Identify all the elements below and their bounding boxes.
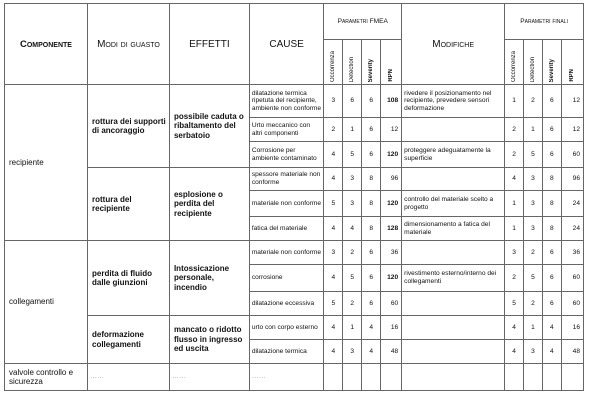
final-occ-cell: 4 <box>505 316 524 340</box>
failure-mode-rottura-supporti: rottura dei supporti di ancoraggio <box>88 85 170 168</box>
final-det-cell: 1 <box>524 316 543 340</box>
cause-cell: fatica del materiale <box>249 217 324 241</box>
final-occ-cell: 5 <box>505 292 524 316</box>
occ-cell: 2 <box>324 118 343 142</box>
table-row <box>5 316 584 340</box>
final-occ-cell: 2 <box>505 142 524 168</box>
occ-cell: 4 <box>324 168 343 191</box>
rpn-cell: 120 <box>381 142 402 168</box>
det-cell: 2 <box>343 241 362 265</box>
subheader-final-occorrenza: Occorrenza <box>505 40 524 85</box>
final-det-cell: 1 <box>524 118 543 142</box>
component-collegamenti: collegamenti <box>5 241 88 364</box>
header-modifiche: Modifiche <box>402 4 505 85</box>
final-occ-cell: 1 <box>505 85 524 118</box>
sev-cell: 4 <box>362 340 381 364</box>
final-sev-cell: 4 <box>542 316 561 340</box>
header-parametri-finali: Parametri finali <box>505 4 584 40</box>
header-modi-di-guasto: Modi di guasto <box>88 4 170 85</box>
rpn-cell: 48 <box>381 340 402 364</box>
rpn-cell: 36 <box>381 241 402 265</box>
table-row <box>5 85 584 118</box>
final-det-cell: 2 <box>524 241 543 265</box>
cause-cell: Urto meccanico con altri componenti <box>249 118 324 142</box>
modifica-cell <box>402 340 505 364</box>
final-det-cell: 5 <box>524 142 543 168</box>
sev-cell: 6 <box>362 142 381 168</box>
final-sev-cell: 8 <box>542 191 561 217</box>
det-cell: 5 <box>343 142 362 168</box>
occ-cell: 4 <box>324 217 343 241</box>
modifica-cell: dimensionamento a fatica del materiale <box>402 217 505 241</box>
sev-cell: 6 <box>362 241 381 265</box>
sev-cell: 6 <box>362 85 381 118</box>
subheader-final-severity: Severity <box>542 40 561 85</box>
sev-cell: 4 <box>362 316 381 340</box>
final-rpn-cell: 24 <box>561 217 583 241</box>
sev-cell: 8 <box>362 217 381 241</box>
final-occ-cell: 4 <box>505 340 524 364</box>
final-sev-cell: 8 <box>542 168 561 191</box>
modifica-cell: rivestimento esterno/interno dei collegamenti <box>402 265 505 292</box>
effect-intossicazione: Intossicazione personale, incendio <box>169 241 249 316</box>
occ-cell: 4 <box>324 316 343 340</box>
final-rpn-cell: 36 <box>561 241 583 265</box>
final-sev-cell: 6 <box>542 85 561 118</box>
occ-cell: 4 <box>324 265 343 292</box>
fmea-table <box>4 3 584 391</box>
cause-cell: spessore materiale non conforme <box>249 168 324 191</box>
placeholder-dots: …… <box>169 364 249 391</box>
final-det-cell: 2 <box>524 292 543 316</box>
effect-ribaltamento: possibile caduta o ribaltamento del serbatoio <box>169 85 249 168</box>
final-sev-cell: 6 <box>542 265 561 292</box>
sev-cell: 8 <box>362 191 381 217</box>
sev-cell: 6 <box>362 265 381 292</box>
modifica-cell: rivedere il posizionamento nel recipiente, prevedere sensori deformazione <box>402 85 505 118</box>
det-cell: 6 <box>343 85 362 118</box>
final-sev-cell: 6 <box>542 118 561 142</box>
final-sev-cell: 6 <box>542 292 561 316</box>
rpn-cell: 16 <box>381 316 402 340</box>
component-valvole: valvole controllo e sicurezza <box>5 364 88 391</box>
occ-cell: 3 <box>324 241 343 265</box>
det-cell: 3 <box>343 191 362 217</box>
final-occ-cell: 3 <box>505 241 524 265</box>
cause-cell: dilatazione termica ripetuta del recipiente, ambiente non conforme <box>249 85 324 118</box>
final-rpn-cell: 12 <box>561 85 583 118</box>
occ-cell: 4 <box>324 142 343 168</box>
final-occ-cell: 1 <box>505 191 524 217</box>
final-occ-cell: 1 <box>505 217 524 241</box>
final-sev-cell: 6 <box>542 142 561 168</box>
sev-cell: 6 <box>362 118 381 142</box>
final-sev-cell: 4 <box>542 340 561 364</box>
cause-cell: corrosione <box>249 265 324 292</box>
subheader-severity: Severity <box>362 40 381 85</box>
cause-cell: urto con corpo esterno <box>249 316 324 340</box>
modifica-cell <box>402 118 505 142</box>
det-cell: 5 <box>343 265 362 292</box>
header-cause: CAUSE <box>249 4 324 85</box>
effect-mancato-flusso: mancato o ridotto flusso in ingresso ed uscita <box>169 316 249 364</box>
final-sev-cell: 8 <box>542 217 561 241</box>
placeholder-dots: …… <box>249 364 324 391</box>
occ-cell: 5 <box>324 292 343 316</box>
subheader-final-detection: Detection <box>524 40 543 85</box>
final-det-cell: 3 <box>524 191 543 217</box>
final-rpn-cell: 60 <box>561 292 583 316</box>
final-occ-cell: 2 <box>505 118 524 142</box>
det-cell: 1 <box>343 118 362 142</box>
final-rpn-cell: 24 <box>561 191 583 217</box>
cause-cell: dilatazione eccessiva <box>249 292 324 316</box>
final-rpn-cell: 48 <box>561 340 583 364</box>
sev-cell: 8 <box>362 168 381 191</box>
subheader-rpn: RPN <box>381 40 402 85</box>
header-effetti: EFFETTI <box>169 4 249 85</box>
failure-mode-deformazione: deformazione collegamenti <box>88 316 170 364</box>
final-rpn-cell: 60 <box>561 265 583 292</box>
rpn-cell: 96 <box>381 168 402 191</box>
rpn-cell: 120 <box>381 191 402 217</box>
final-rpn-cell: 96 <box>561 168 583 191</box>
modifica-cell: controllo del materiale scelto a progetto <box>402 191 505 217</box>
final-rpn-cell: 16 <box>561 316 583 340</box>
sev-cell: 6 <box>362 292 381 316</box>
final-det-cell: 3 <box>524 217 543 241</box>
cause-cell: materiale non conforme <box>249 241 324 265</box>
failure-mode-rottura-recipiente: rottura del recipiente <box>88 168 170 241</box>
final-rpn-cell: 12 <box>561 118 583 142</box>
det-cell: 1 <box>343 316 362 340</box>
table-row <box>5 168 584 191</box>
table-row <box>5 241 584 265</box>
occ-cell: 5 <box>324 191 343 217</box>
final-det-cell: 3 <box>524 340 543 364</box>
rpn-cell: 60 <box>381 292 402 316</box>
header-parametri-fmea: Parametri FMEA <box>324 4 402 40</box>
subheader-detection: Detection <box>343 40 362 85</box>
occ-cell: 4 <box>324 340 343 364</box>
modifica-cell <box>402 316 505 340</box>
cause-cell: materiale non conforme <box>249 191 324 217</box>
det-cell: 3 <box>343 340 362 364</box>
modifica-cell <box>402 292 505 316</box>
table-row <box>5 364 584 391</box>
final-det-cell: 2 <box>524 85 543 118</box>
cause-cell: Corrosione per ambiente contaminato <box>249 142 324 168</box>
det-cell: 3 <box>343 168 362 191</box>
det-cell: 2 <box>343 292 362 316</box>
final-det-cell: 5 <box>524 265 543 292</box>
final-sev-cell: 6 <box>542 241 561 265</box>
det-cell: 4 <box>343 217 362 241</box>
final-det-cell: 3 <box>524 168 543 191</box>
rpn-cell: 120 <box>381 265 402 292</box>
modifica-cell: proteggere adeguatamente la superficie <box>402 142 505 168</box>
rpn-cell: 108 <box>381 85 402 118</box>
modifica-cell <box>402 168 505 191</box>
component-recipiente: recipiente <box>5 85 88 241</box>
occ-cell: 3 <box>324 85 343 118</box>
effect-esplosione: esplosione o perdita del recipiente <box>169 168 249 241</box>
cause-cell: dilatazione termica <box>249 340 324 364</box>
final-rpn-cell: 60 <box>561 142 583 168</box>
subheader-final-rpn: RPN <box>561 40 583 85</box>
rpn-cell: 128 <box>381 217 402 241</box>
placeholder-dots: …… <box>88 364 170 391</box>
subheader-occorrenza: Occorrenza <box>324 40 343 85</box>
header-componente: Componente <box>5 4 88 85</box>
final-occ-cell: 4 <box>505 168 524 191</box>
modifica-cell <box>402 241 505 265</box>
failure-mode-perdita-fluido: perdita di fluido dalle giunzioni <box>88 241 170 316</box>
rpn-cell: 12 <box>381 118 402 142</box>
final-occ-cell: 2 <box>505 265 524 292</box>
